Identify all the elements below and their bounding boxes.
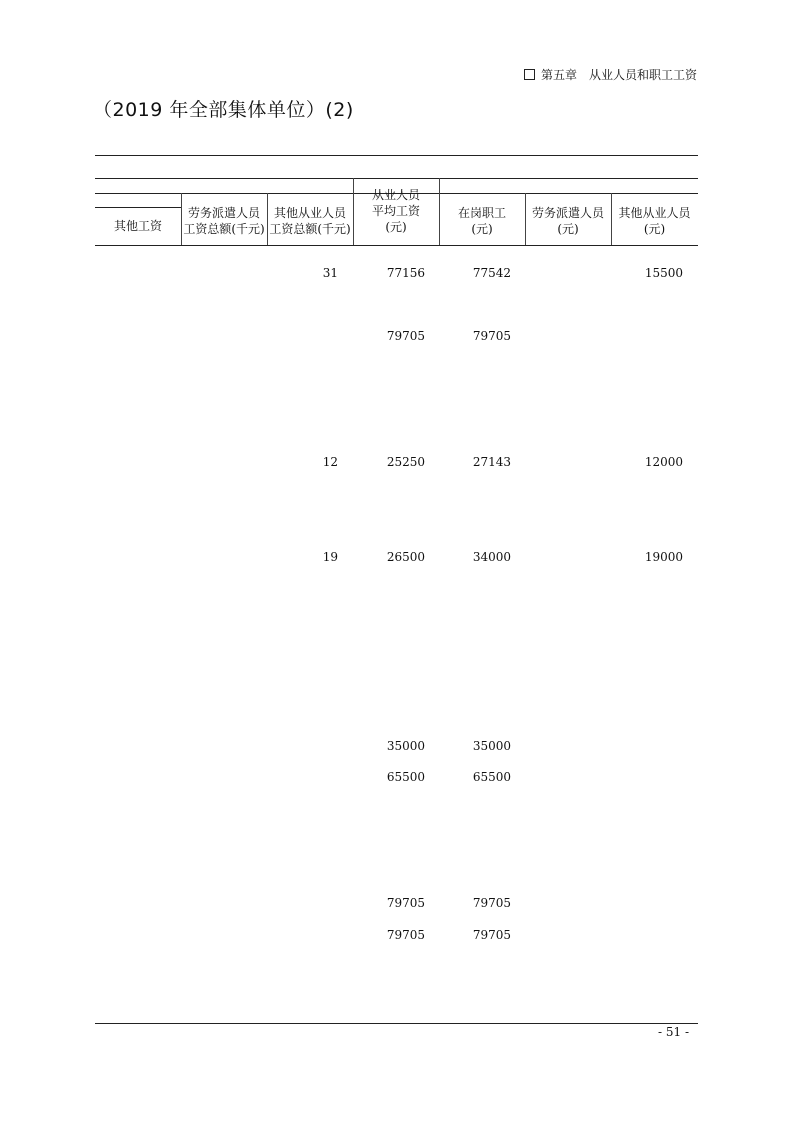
cell-on-post: 79705: [472, 329, 511, 343]
header-on-post-staff: 在岗职工 (元): [457, 206, 506, 236]
cell-on-post: 79705: [472, 896, 511, 910]
header-dispatch-total: 劳务派遣人员 工资总额(千元): [183, 206, 265, 236]
cell-avg-wage: 26500: [386, 550, 425, 564]
table-header-rule-3: [95, 207, 181, 208]
cell-other-avg: 19000: [644, 550, 683, 564]
cell-on-post: 34000: [472, 550, 511, 564]
cell-avg-wage: 35000: [386, 739, 425, 753]
cell-avg-wage: 79705: [386, 329, 425, 343]
page-number: - 51 -: [657, 1025, 689, 1039]
header-other-total: 其他从业人员 工资总额(千元): [269, 206, 351, 236]
header-other-avg: 其他从业人员 (元): [618, 206, 691, 236]
cell-on-post: 65500: [472, 770, 511, 784]
cell-on-post: 77542: [472, 266, 511, 280]
header-dispatch-avg: 劳务派遣人员 (元): [531, 206, 604, 236]
cell-avg-wage: 77156: [386, 266, 425, 280]
cell-other-total: 31: [322, 266, 338, 280]
cell-other-avg: 15500: [644, 266, 683, 280]
header-avg-wage: 从业人员 平均工资 (元): [371, 188, 420, 234]
table-header-bottom-rule: [95, 245, 698, 246]
page-title: （2019 年全部集体单位）(2): [93, 99, 354, 121]
cell-avg-wage: 79705: [386, 928, 425, 942]
chapter-header: [524, 66, 697, 83]
cell-on-post: 79705: [472, 928, 511, 942]
cell-on-post: 35000: [472, 739, 511, 753]
cell-other-total: 19: [322, 550, 338, 564]
chapter-label: 第五章 从业人员和职工工资: [540, 68, 697, 82]
page-bottom-rule: [95, 1023, 698, 1024]
cell-avg-wage: 79705: [386, 896, 425, 910]
cell-other-avg: 12000: [644, 455, 683, 469]
cell-avg-wage: 65500: [386, 770, 425, 784]
cell-on-post: 27143: [472, 455, 511, 469]
cell-avg-wage: 25250: [386, 455, 425, 469]
cell-other-total: 12: [322, 455, 338, 469]
table-header-rule-1: [95, 178, 698, 179]
table-top-rule: [95, 155, 698, 156]
header-other-wages: 其他工资: [113, 219, 162, 233]
square-icon: [524, 69, 535, 80]
